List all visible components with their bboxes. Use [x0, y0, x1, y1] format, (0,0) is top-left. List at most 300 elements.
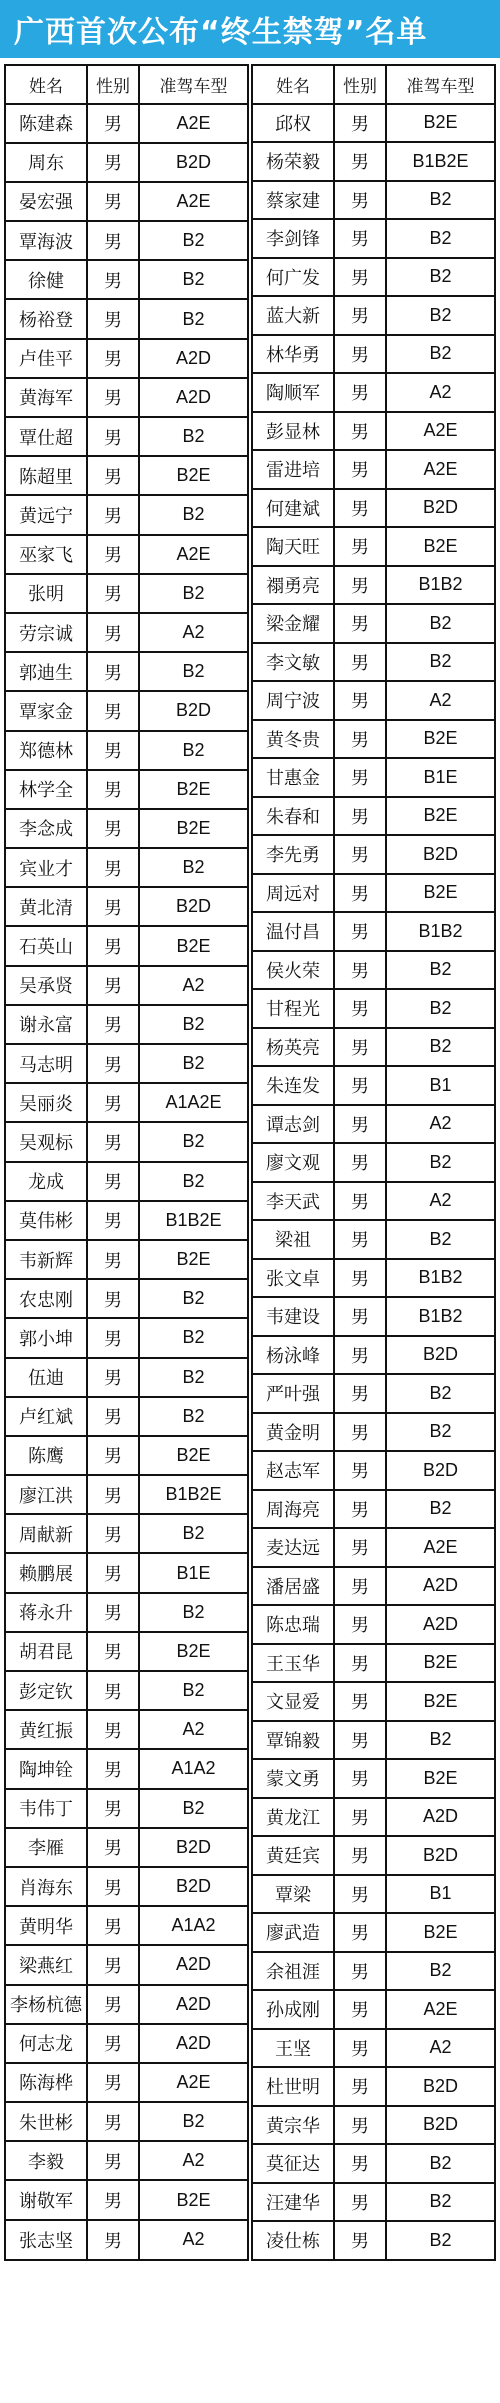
cell-name: 李雁 [5, 1828, 87, 1867]
cell-gender: 男 [87, 1514, 139, 1553]
cell-license-type: A1A2 [139, 1906, 248, 1945]
cell-name: 张志坚 [5, 2220, 87, 2260]
cell-name: 黄宗华 [252, 2106, 334, 2145]
cell-gender: 男 [87, 1162, 139, 1201]
table-row [252, 1182, 495, 1221]
cell-license-type: A2D [139, 2024, 248, 2063]
table-row [252, 1490, 495, 1529]
cell-license-type: B2 [139, 221, 248, 260]
table-row [5, 299, 248, 338]
cell-license-type: A2E [139, 104, 248, 143]
table-row [252, 1798, 495, 1837]
cell-license-type: A2 [139, 966, 248, 1005]
cell-gender: 男 [87, 1240, 139, 1279]
cell-name: 陈超里 [5, 456, 87, 495]
cell-gender: 男 [87, 221, 139, 260]
cell-gender: 男 [87, 574, 139, 613]
cell-license-type: B2 [386, 2183, 495, 2222]
tables-container [0, 58, 500, 2261]
cell-license-type: B2E [386, 874, 495, 913]
table-row [252, 1875, 495, 1914]
cell-license-type: B2D [386, 835, 495, 874]
cell-gender: 男 [334, 1220, 386, 1259]
cell-gender: 男 [87, 966, 139, 1005]
cell-name: 杨英亮 [252, 1028, 334, 1067]
cell-name: 周献新 [5, 1514, 87, 1553]
table-row [252, 1913, 495, 1952]
cell-name: 汪建华 [252, 2183, 334, 2222]
cell-gender: 男 [334, 181, 386, 220]
cell-name: 黄海军 [5, 378, 87, 417]
header-name: 姓名 [252, 65, 334, 104]
cell-license-type: B2E [139, 1436, 248, 1475]
page-title: 广西首次公布“终生禁驾”名单 [0, 0, 500, 58]
table-row [252, 1105, 495, 1144]
cell-name: 赖鹏展 [5, 1553, 87, 1592]
cell-name: 李先勇 [252, 835, 334, 874]
cell-name: 文显爱 [252, 1682, 334, 1721]
table-row [5, 2024, 248, 2063]
table-row [252, 1413, 495, 1452]
cell-name: 胡君昆 [5, 1632, 87, 1671]
cell-name: 蔡家建 [252, 181, 334, 220]
cell-name: 雷进培 [252, 450, 334, 489]
cell-license-type: B2 [139, 1789, 248, 1828]
cell-gender: 男 [334, 1798, 386, 1837]
table-row [252, 566, 495, 605]
cell-gender: 男 [87, 378, 139, 417]
cell-gender: 男 [87, 2141, 139, 2180]
cell-gender: 男 [334, 219, 386, 258]
table-row [252, 1297, 495, 1336]
cell-license-type: A2D [386, 1798, 495, 1837]
cell-name: 何建斌 [252, 489, 334, 528]
table-row [252, 1836, 495, 1875]
cell-gender: 男 [87, 535, 139, 574]
cell-license-type: B2 [139, 1397, 248, 1436]
cell-name: 黄冬贵 [252, 720, 334, 759]
table-row [5, 1475, 248, 1514]
cell-license-type: B2 [386, 181, 495, 220]
table-row [5, 495, 248, 534]
cell-license-type: B2 [386, 258, 495, 297]
cell-name: 韦伟丁 [5, 1789, 87, 1828]
cell-gender: 男 [87, 1397, 139, 1436]
table-row [5, 574, 248, 613]
cell-license-type: B2E [386, 1644, 495, 1683]
table-row [5, 182, 248, 221]
table-row [252, 1066, 495, 1105]
left-table [4, 64, 249, 2261]
table-row [252, 874, 495, 913]
table-row [5, 104, 248, 143]
table-row [5, 2102, 248, 2141]
cell-license-type: B2D [386, 1451, 495, 1490]
cell-name: 陶天旺 [252, 527, 334, 566]
table-row [5, 378, 248, 417]
cell-gender: 男 [87, 495, 139, 534]
cell-gender: 男 [334, 604, 386, 643]
cell-gender: 男 [87, 2180, 139, 2219]
table-row [252, 835, 495, 874]
table-row [252, 1605, 495, 1644]
cell-name: 吴丽炎 [5, 1083, 87, 1122]
cell-gender: 男 [334, 1028, 386, 1067]
cell-gender: 男 [334, 2144, 386, 2183]
cell-gender: 男 [87, 1985, 139, 2024]
table-row [252, 1952, 495, 1991]
cell-name: 潘居盛 [252, 1567, 334, 1606]
cell-name: 宾业才 [5, 848, 87, 887]
table-row [252, 219, 495, 258]
cell-license-type: B1B2E [139, 1201, 248, 1240]
cell-gender: 男 [87, 1553, 139, 1592]
table-row [252, 1220, 495, 1259]
cell-license-type: B2E [139, 456, 248, 495]
cell-license-type: A2D [386, 1567, 495, 1606]
cell-gender: 男 [334, 258, 386, 297]
cell-name: 吴观标 [5, 1122, 87, 1161]
cell-name: 韦新辉 [5, 1240, 87, 1279]
cell-name: 覃仕超 [5, 417, 87, 456]
cell-name: 彭定钦 [5, 1671, 87, 1710]
cell-name: 梁祖 [252, 1220, 334, 1259]
cell-name: 覃海波 [5, 221, 87, 260]
cell-gender: 男 [87, 2024, 139, 2063]
table-row [252, 1567, 495, 1606]
table-row [5, 1358, 248, 1397]
cell-gender: 男 [334, 296, 386, 335]
cell-license-type: B2E [386, 1682, 495, 1721]
cell-gender: 男 [87, 1828, 139, 1867]
cell-gender: 男 [87, 1475, 139, 1514]
table-row [5, 260, 248, 299]
table-row [5, 966, 248, 1005]
cell-gender: 男 [334, 2221, 386, 2260]
table-row [5, 887, 248, 926]
cell-license-type: B1B2 [386, 1259, 495, 1298]
cell-name: 陈建森 [5, 104, 87, 143]
table-row [5, 1279, 248, 1318]
cell-gender: 男 [334, 1143, 386, 1182]
cell-name: 陈忠瑞 [252, 1605, 334, 1644]
cell-license-type: A2 [139, 613, 248, 652]
cell-license-type: A2 [139, 1710, 248, 1749]
table-row [252, 1374, 495, 1413]
table-row [5, 1436, 248, 1475]
table-row [252, 412, 495, 451]
table-row [5, 1240, 248, 1279]
cell-gender: 男 [87, 1789, 139, 1828]
cell-name: 张明 [5, 574, 87, 613]
cell-license-type: A2 [386, 2029, 495, 2068]
cell-license-type: B2E [386, 797, 495, 836]
cell-license-type: B2 [386, 951, 495, 990]
table-row [252, 1644, 495, 1683]
cell-gender: 男 [87, 2220, 139, 2260]
left-table-body [5, 104, 248, 2260]
cell-gender: 男 [334, 1875, 386, 1914]
cell-gender: 男 [334, 1105, 386, 1144]
cell-license-type: A2D [139, 339, 248, 378]
table-row [5, 809, 248, 848]
cell-license-type: B2 [139, 731, 248, 770]
cell-license-type: A2D [139, 1945, 248, 1984]
table-row [5, 770, 248, 809]
cell-name: 侯火荣 [252, 951, 334, 990]
cell-name: 黄北清 [5, 887, 87, 926]
cell-gender: 男 [87, 182, 139, 221]
cell-name: 郑德林 [5, 731, 87, 770]
header-name: 姓名 [5, 65, 87, 104]
cell-gender: 男 [87, 1358, 139, 1397]
cell-gender: 男 [87, 299, 139, 338]
cell-gender: 男 [334, 2183, 386, 2222]
cell-gender: 男 [334, 1182, 386, 1221]
cell-gender: 男 [334, 1759, 386, 1798]
cell-license-type: B2 [139, 299, 248, 338]
cell-license-type: B2 [139, 1122, 248, 1161]
cell-name: 李天武 [252, 1182, 334, 1221]
cell-license-type: B2 [386, 1952, 495, 1991]
cell-gender: 男 [334, 1605, 386, 1644]
cell-name: 覃锦毅 [252, 1721, 334, 1760]
cell-license-type: B2E [139, 1632, 248, 1671]
cell-gender: 男 [87, 809, 139, 848]
cell-gender: 男 [334, 566, 386, 605]
table-row [5, 1789, 248, 1828]
cell-gender: 男 [87, 731, 139, 770]
table-row [5, 1749, 248, 1788]
table-row [5, 1828, 248, 1867]
cell-gender: 男 [334, 1528, 386, 1567]
cell-gender: 男 [87, 104, 139, 143]
cell-name: 凌仕栋 [252, 2221, 334, 2260]
cell-name: 黄远宁 [5, 495, 87, 534]
cell-name: 邱权 [252, 104, 334, 143]
cell-gender: 男 [334, 1066, 386, 1105]
cell-name: 黄红振 [5, 1710, 87, 1749]
cell-gender: 男 [87, 887, 139, 926]
cell-gender: 男 [87, 1671, 139, 1710]
table-row [252, 1028, 495, 1067]
cell-name: 伍迪 [5, 1358, 87, 1397]
cell-gender: 男 [87, 1593, 139, 1632]
table-row [5, 1005, 248, 1044]
table-row [252, 1336, 495, 1375]
cell-gender: 男 [87, 456, 139, 495]
cell-name: 杨泳峰 [252, 1336, 334, 1375]
cell-name: 谭志剑 [252, 1105, 334, 1144]
table-row [252, 104, 495, 143]
table-row [5, 848, 248, 887]
cell-gender: 男 [87, 691, 139, 730]
cell-license-type: B2 [386, 1413, 495, 1452]
cell-license-type: A1A2E [139, 1083, 248, 1122]
cell-name: 晏宏强 [5, 182, 87, 221]
cell-name: 覃梁 [252, 1875, 334, 1914]
cell-gender: 男 [334, 1336, 386, 1375]
cell-license-type: B2 [386, 989, 495, 1028]
cell-license-type: B1B2 [386, 912, 495, 951]
cell-license-type: B2E [386, 1759, 495, 1798]
cell-gender: 男 [334, 527, 386, 566]
cell-license-type: B2 [139, 1593, 248, 1632]
table-row [5, 926, 248, 965]
table-row [5, 2063, 248, 2102]
cell-license-type: B1B2 [386, 1297, 495, 1336]
table-row [252, 681, 495, 720]
cell-license-type: B2E [386, 527, 495, 566]
table-row [252, 450, 495, 489]
table-row [252, 758, 495, 797]
cell-gender: 男 [87, 1632, 139, 1671]
table-row [252, 2221, 495, 2260]
cell-gender: 男 [334, 835, 386, 874]
table-row [5, 1397, 248, 1436]
cell-name: 甘惠金 [252, 758, 334, 797]
table-row [5, 143, 248, 182]
cell-gender: 男 [87, 1867, 139, 1906]
cell-name: 彭显林 [252, 412, 334, 451]
cell-license-type: A2E [386, 450, 495, 489]
cell-name: 徐健 [5, 260, 87, 299]
cell-license-type: B2 [386, 219, 495, 258]
table-row [252, 2144, 495, 2183]
cell-name: 禤勇亮 [252, 566, 334, 605]
table-row [5, 1162, 248, 1201]
header-row [252, 65, 495, 104]
cell-license-type: B2 [139, 1514, 248, 1553]
cell-name: 李剑锋 [252, 219, 334, 258]
table-row [252, 1143, 495, 1182]
cell-gender: 男 [334, 1721, 386, 1760]
cell-license-type: B2 [386, 296, 495, 335]
cell-license-type: B2 [386, 335, 495, 374]
cell-license-type: B2 [139, 652, 248, 691]
table-row [252, 142, 495, 181]
cell-gender: 男 [334, 1836, 386, 1875]
cell-gender: 男 [334, 373, 386, 412]
cell-name: 周东 [5, 143, 87, 182]
table-row [5, 1122, 248, 1161]
right-table-body [252, 104, 495, 2260]
cell-license-type: B2 [386, 2144, 495, 2183]
cell-license-type: B1E [386, 758, 495, 797]
cell-name: 覃家金 [5, 691, 87, 730]
cell-license-type: B2 [139, 1044, 248, 1083]
table-row [5, 1945, 248, 1984]
cell-name: 朱连发 [252, 1066, 334, 1105]
cell-name: 周宁波 [252, 681, 334, 720]
cell-license-type: B2E [386, 720, 495, 759]
cell-license-type: B2 [139, 1162, 248, 1201]
cell-name: 温付昌 [252, 912, 334, 951]
cell-gender: 男 [334, 1297, 386, 1336]
cell-license-type: B2E [139, 1240, 248, 1279]
cell-license-type: B2D [386, 1336, 495, 1375]
table-row [5, 1318, 248, 1357]
cell-license-type: B2D [139, 1867, 248, 1906]
table-row [252, 912, 495, 951]
cell-gender: 男 [87, 1005, 139, 1044]
cell-gender: 男 [334, 758, 386, 797]
cell-name: 黄金明 [252, 1413, 334, 1452]
cell-name: 杜世明 [252, 2067, 334, 2106]
cell-license-type: B2E [139, 926, 248, 965]
cell-name: 李念成 [5, 809, 87, 848]
cell-license-type: A2 [139, 2141, 248, 2180]
cell-license-type: A2E [139, 2063, 248, 2102]
cell-name: 张文卓 [252, 1259, 334, 1298]
cell-license-type: B2D [386, 1836, 495, 1875]
cell-gender: 男 [334, 1682, 386, 1721]
cell-name: 严叶强 [252, 1374, 334, 1413]
table-row [5, 535, 248, 574]
table-row [252, 2106, 495, 2145]
cell-gender: 男 [334, 1567, 386, 1606]
cell-license-type: B1B2E [386, 142, 495, 181]
cell-gender: 男 [334, 874, 386, 913]
cell-name: 蓝大新 [252, 296, 334, 335]
cell-gender: 男 [87, 260, 139, 299]
cell-license-type: B2 [139, 2102, 248, 2141]
cell-license-type: B1E [139, 1553, 248, 1592]
table-row [5, 613, 248, 652]
cell-gender: 男 [334, 681, 386, 720]
table-row [252, 335, 495, 374]
cell-name: 李毅 [5, 2141, 87, 2180]
cell-license-type: A2 [386, 1105, 495, 1144]
cell-name: 谢敬军 [5, 2180, 87, 2219]
cell-gender: 男 [334, 489, 386, 528]
cell-name: 周海亮 [252, 1490, 334, 1529]
cell-name: 余祖涯 [252, 1952, 334, 1991]
cell-license-type: A2D [139, 1985, 248, 2024]
header-row [5, 65, 248, 104]
table-row [252, 1528, 495, 1567]
cell-license-type: B2 [139, 260, 248, 299]
cell-name: 林学全 [5, 770, 87, 809]
cell-license-type: A2 [386, 681, 495, 720]
cell-license-type: B2D [386, 2106, 495, 2145]
table-row [252, 2183, 495, 2222]
cell-license-type: B2 [386, 1374, 495, 1413]
cell-name: 莫征达 [252, 2144, 334, 2183]
table-row [5, 1083, 248, 1122]
cell-license-type: B2 [139, 417, 248, 456]
table-row [5, 456, 248, 495]
table-row [252, 1259, 495, 1298]
cell-gender: 男 [87, 926, 139, 965]
cell-name: 龙成 [5, 1162, 87, 1201]
cell-name: 巫家飞 [5, 535, 87, 574]
table-row [252, 1451, 495, 1490]
cell-name: 陶顺军 [252, 373, 334, 412]
table-row [252, 296, 495, 335]
cell-name: 麦达远 [252, 1528, 334, 1567]
table-row [252, 643, 495, 682]
cell-name: 李杨杭德 [5, 1985, 87, 2024]
cell-name: 肖海东 [5, 1867, 87, 1906]
table-row [5, 2180, 248, 2219]
cell-name: 劳宗诚 [5, 613, 87, 652]
cell-name: 赵志军 [252, 1451, 334, 1490]
table-row [252, 489, 495, 528]
table-row [5, 731, 248, 770]
cell-gender: 男 [87, 1083, 139, 1122]
cell-license-type: B2D [139, 143, 248, 182]
